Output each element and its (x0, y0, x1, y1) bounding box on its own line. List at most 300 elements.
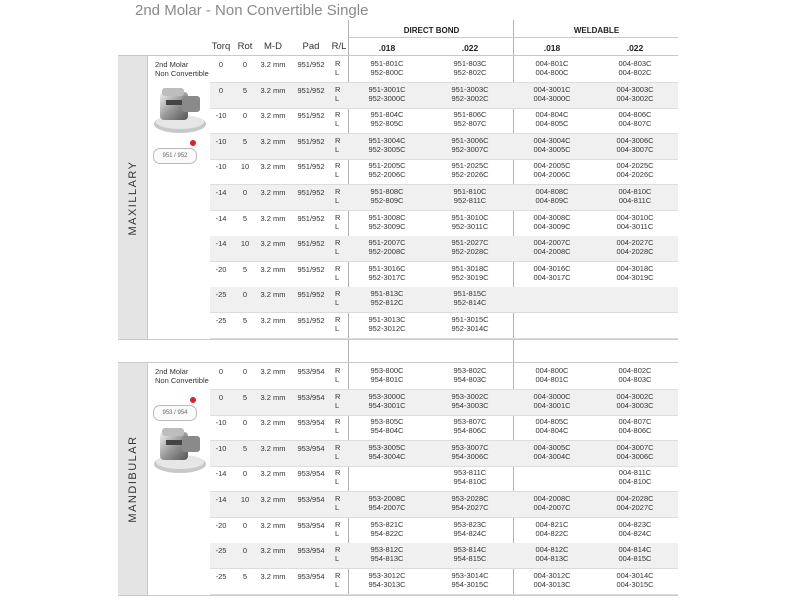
w018-codes (522, 110, 582, 128)
part-number: 953-811C (453, 468, 487, 478)
maxillary-label-bar (118, 56, 148, 339)
slot-header-weld-018: .018 (543, 43, 561, 53)
part-number: 004-3010C (616, 212, 654, 222)
w022-codes (605, 264, 665, 282)
part-number: 951-2005C (368, 161, 406, 171)
slot-header-direct-022: .022 (461, 43, 479, 53)
mandibular-weld-row (515, 441, 678, 466)
rl-r: R (335, 187, 341, 196)
part-number: 954-813C (370, 554, 404, 564)
part-number: 952-3000C (368, 93, 406, 103)
rot-value: 0 (242, 469, 248, 479)
maxillary-weld-row (515, 159, 678, 184)
w022-codes (605, 161, 665, 179)
maxillary-label: MAXILLARY (126, 159, 139, 236)
part-number: 952-805C (370, 119, 404, 129)
rot-value: 5 (242, 85, 248, 95)
md-value: 3.2 mm (260, 136, 286, 146)
rot-value: 5 (242, 571, 248, 581)
part-number: 004-2026C (616, 170, 654, 180)
col-header-rot: Rot (237, 41, 253, 52)
rl-r: R (335, 59, 341, 68)
d018-codes (357, 187, 417, 205)
part-number: 004-802C (618, 366, 652, 375)
torq-value: 0 (218, 367, 224, 376)
rl-value (335, 213, 340, 231)
rl-r: R (335, 494, 341, 503)
rl-l: L (335, 119, 340, 129)
maxillary-pad-badge: 951 / 952 (153, 148, 197, 164)
maxillary-name (155, 60, 209, 78)
md-value: 3.2 mm (260, 188, 286, 197)
w018-codes (522, 59, 582, 77)
part-number: 004-811C (618, 468, 652, 478)
part-number: 004-3002C (616, 391, 654, 401)
part-number: 004-3006C (616, 135, 654, 145)
md-value: 3.2 mm (260, 392, 286, 402)
rl-l: L (335, 426, 340, 436)
d018-codes (357, 545, 417, 563)
part-number: 951-3018C (451, 263, 489, 273)
pad-value: 951/952 (297, 188, 325, 197)
torq-value: -10 (215, 136, 227, 146)
mandibular-weld-row (515, 390, 678, 415)
d022-codes (440, 238, 500, 256)
pad-value: 953/954 (297, 443, 325, 453)
part-number: 954-810C (453, 477, 487, 487)
pad-value: 953/954 (297, 546, 325, 556)
w022-codes (605, 136, 665, 154)
rl-r: R (335, 519, 341, 529)
part-number: 952-809C (370, 196, 404, 205)
part-number: 004-806C (618, 110, 652, 120)
maxillary-row (210, 236, 515, 261)
maxillary-row (210, 57, 515, 82)
part-number: 952-2026C (451, 170, 489, 180)
part-number: 004-2007C (533, 503, 571, 512)
pad-value: 953/954 (297, 571, 325, 581)
part-number: 004-810C (618, 187, 652, 196)
table-rule-2 (118, 339, 678, 340)
rl-r: R (335, 417, 341, 427)
pad-value: 953/954 (297, 469, 325, 479)
w018-codes (522, 264, 582, 282)
maxillary-weld-row (515, 313, 678, 338)
col-header-torq: Torq (211, 41, 231, 52)
rl-value (335, 161, 340, 179)
w018-codes (522, 213, 582, 231)
part-number: 004-2027C (616, 238, 654, 248)
part-number: 951-3004C (368, 135, 406, 145)
rl-r: R (335, 263, 341, 273)
part-number: 952-3002C (451, 93, 489, 103)
rl-l: L (335, 579, 340, 589)
part-number: 951-3015C (451, 315, 489, 324)
maxillary-weld-row (515, 57, 678, 82)
rl-r: R (335, 442, 341, 452)
part-number: 004-804C (535, 426, 569, 436)
part-number: 954-824C (453, 528, 487, 538)
rot-value: 0 (242, 418, 248, 428)
rl-l: L (335, 144, 340, 154)
mandibular-label-bar (118, 363, 148, 595)
part-number: 004-808C (535, 187, 569, 196)
maxillary-row (210, 313, 515, 338)
part-number: 953-805C (370, 417, 404, 427)
part-number: 004-3005C (533, 442, 571, 452)
d018-codes (357, 213, 417, 231)
part-number: 004-3015C (616, 579, 654, 589)
part-number: 004-811C (618, 196, 652, 205)
part-number: 954-3006C (451, 451, 489, 461)
rl-value (335, 264, 340, 282)
table-rule-1 (118, 55, 678, 56)
rot-value: 0 (242, 290, 248, 300)
w022-codes (605, 494, 665, 512)
part-number: 004-3001C (533, 84, 571, 94)
pad-value: 953/954 (297, 495, 325, 504)
torq-value: 0 (218, 85, 224, 95)
torq-value: -10 (215, 111, 227, 121)
rot-value: 5 (242, 392, 248, 402)
pad-value: 951/952 (297, 162, 325, 172)
rl-l: L (335, 400, 340, 410)
maxillary-name-line1: 2nd Molar (155, 60, 189, 69)
w022-codes (605, 443, 665, 461)
maxillary-weld-row (515, 134, 678, 159)
maxillary-row (210, 159, 515, 184)
part-number: 954-3003C (451, 400, 489, 410)
d018-codes (357, 392, 417, 410)
d022-codes (440, 59, 500, 77)
part-number: 004-3006C (616, 451, 654, 461)
part-number: 951-3010C (451, 212, 489, 222)
table-rule-3 (118, 362, 678, 363)
part-number: 952-807C (453, 119, 487, 129)
rl-value (335, 417, 340, 435)
part-number: 952-3012C (368, 324, 406, 333)
md-value: 3.2 mm (260, 546, 286, 556)
rl-r: R (335, 315, 341, 324)
part-number: 004-815C (618, 554, 652, 564)
part-number: 954-3013C (368, 579, 406, 589)
part-number: 004-813C (535, 554, 569, 564)
md-value: 3.2 mm (260, 520, 286, 530)
rot-value: 5 (242, 213, 248, 223)
maxillary-badge-dot (190, 140, 196, 146)
rl-r: R (335, 570, 341, 580)
part-number: 954-3001C (368, 400, 406, 410)
rot-value: 5 (242, 443, 248, 453)
rl-l: L (335, 272, 340, 282)
torq-value: -25 (215, 571, 227, 581)
mandibular-weld-row (515, 466, 678, 491)
pad-value: 951/952 (297, 60, 325, 69)
w022-codes (605, 366, 665, 384)
md-value: 3.2 mm (260, 60, 286, 69)
table-rule-0 (348, 37, 678, 38)
w022-codes (605, 187, 665, 205)
part-number: 004-800C (535, 366, 569, 375)
part-number: 004-2025C (616, 161, 654, 171)
maxillary-weld-row (515, 185, 678, 210)
part-number: 004-3017C (533, 272, 571, 282)
rl-l: L (335, 477, 340, 487)
w018-codes (522, 392, 582, 410)
part-number: 951-3016C (368, 263, 406, 273)
w022-codes (605, 392, 665, 410)
part-number: 952-3014C (451, 324, 489, 333)
part-number: 953-3007C (451, 442, 489, 452)
rl-r: R (335, 84, 341, 94)
part-number: 004-3009C (533, 221, 571, 231)
part-number: 954-2027C (451, 503, 489, 512)
part-number: 954-801C (370, 375, 404, 384)
mandibular-row (210, 466, 515, 491)
maxillary-row (210, 287, 515, 312)
rot-value: 0 (242, 60, 248, 69)
mandibular-weld-row (515, 569, 678, 594)
rl-l: L (335, 554, 340, 564)
md-value: 3.2 mm (260, 162, 286, 172)
part-number: 954-2007C (368, 503, 406, 512)
pad-value: 953/954 (297, 520, 325, 530)
rl-r: R (335, 545, 341, 555)
mandibular-weld-row (515, 543, 678, 568)
d022-codes (440, 110, 500, 128)
maxillary-row (210, 134, 515, 159)
d018-codes (357, 136, 417, 154)
pad-value: 951/952 (297, 290, 325, 300)
mandibular-row-rule (210, 594, 678, 595)
d022-codes (440, 417, 500, 435)
part-number: 952-811C (453, 196, 487, 205)
maxillary-row (210, 185, 515, 210)
md-value: 3.2 mm (260, 316, 286, 325)
part-number: 953-3005C (368, 442, 406, 452)
d018-codes (357, 161, 417, 179)
rl-l: L (335, 196, 340, 205)
d022-codes (440, 136, 500, 154)
d022-codes (440, 213, 500, 231)
d022-codes (440, 443, 500, 461)
md-value: 3.2 mm (260, 264, 286, 274)
part-number: 953-812C (370, 545, 404, 555)
torq-value: -14 (215, 188, 227, 197)
part-number: 004-3008C (533, 212, 571, 222)
part-number: 004-812C (535, 545, 569, 555)
rl-value (335, 392, 340, 410)
rl-l: L (335, 93, 340, 103)
part-number: 951-803C (453, 59, 487, 68)
part-number: 952-3017C (368, 272, 406, 282)
part-number: 004-2005C (533, 161, 571, 171)
rl-value (335, 187, 340, 205)
maxillary-row (210, 262, 515, 287)
rot-value: 10 (240, 239, 250, 249)
part-number: 952-3011C (451, 221, 489, 231)
d018-codes (357, 264, 417, 282)
part-number: 004-3002C (616, 93, 654, 103)
part-number: 004-805C (535, 417, 569, 427)
d018-codes (357, 289, 417, 307)
part-number: 004-821C (535, 519, 569, 529)
d018-codes (357, 315, 417, 333)
part-number: 951-3001C (368, 84, 406, 94)
part-number: 004-814C (618, 545, 652, 555)
pad-value: 951/952 (297, 316, 325, 325)
d022-codes (440, 571, 500, 589)
rl-l: L (335, 68, 340, 77)
w018-codes (522, 161, 582, 179)
maxillary-bracket-image (152, 80, 208, 136)
maxillary-weld-row (515, 108, 678, 133)
part-number: 004-3014C (616, 570, 654, 580)
part-number: 951-2025C (451, 161, 489, 171)
rl-value (335, 443, 340, 461)
mandibular-row (210, 543, 515, 568)
rot-value: 0 (242, 520, 248, 530)
d022-codes (440, 85, 500, 103)
part-number: 952-814C (453, 298, 487, 308)
col-header-pad: Pad (302, 41, 320, 52)
part-number: 952-3009C (368, 221, 406, 231)
md-value: 3.2 mm (260, 495, 286, 504)
mandibular-name-line1: 2nd Molar (155, 367, 189, 376)
part-number: 951-2007C (368, 238, 406, 248)
mandibular-badge-dot (190, 397, 196, 403)
part-number: 953-3014C (451, 570, 489, 580)
part-number: 952-3007C (451, 144, 489, 154)
part-number: 004-807C (618, 119, 652, 129)
part-number: 004-809C (535, 196, 569, 205)
w018-codes (522, 85, 582, 103)
torq-value: -20 (215, 520, 227, 530)
part-number: 951-2027C (451, 238, 489, 248)
maxillary-weld-row (515, 236, 678, 261)
part-number: 951-3003C (451, 84, 489, 94)
w022-codes (605, 238, 665, 256)
part-number: 004-3004C (533, 451, 571, 461)
maxillary-row (210, 108, 515, 133)
rot-value: 5 (242, 136, 248, 146)
mandibular-weld-row (515, 518, 678, 543)
part-number: 004-804C (535, 110, 569, 120)
part-number: 004-803C (618, 59, 652, 68)
rl-l: L (335, 247, 340, 257)
page-title: 2nd Molar - Non Convertible Single (135, 2, 369, 19)
rl-value (335, 571, 340, 589)
torq-value: 0 (218, 392, 224, 402)
mandibular-name (155, 367, 209, 385)
torq-value: -20 (215, 264, 227, 274)
mandibular-label: MANDIBULAR (126, 435, 139, 523)
part-number: 951-804C (370, 110, 404, 120)
part-number: 004-2007C (533, 238, 571, 248)
maxillary-row-rule (210, 338, 678, 339)
d022-codes (440, 264, 500, 282)
rl-value (335, 545, 340, 563)
part-number: 951-808C (370, 187, 404, 196)
maxillary-weld-row (515, 83, 678, 108)
w018-codes (522, 238, 582, 256)
rl-r: R (335, 212, 341, 222)
w018-codes (522, 366, 582, 384)
maxillary-row (210, 83, 515, 108)
pad-value: 951/952 (297, 136, 325, 146)
mandibular-weld-row (515, 492, 678, 517)
part-number: 952-2028C (451, 247, 489, 257)
mandibular-name-line2: Non Convertible (155, 376, 209, 385)
part-number: 004-3000C (533, 391, 571, 401)
part-number: 004-2008C (533, 247, 571, 257)
md-value: 3.2 mm (260, 367, 286, 376)
part-number: 004-3001C (533, 400, 571, 410)
rot-value: 0 (242, 546, 248, 556)
pad-value: 951/952 (297, 213, 325, 223)
rl-value (335, 238, 340, 256)
rl-l: L (335, 375, 340, 384)
w018-codes (522, 520, 582, 538)
w018-codes (522, 571, 582, 589)
w022-codes (605, 545, 665, 563)
part-number: 954-3015C (451, 579, 489, 589)
rl-r: R (335, 468, 341, 478)
part-number: 953-814C (453, 545, 487, 555)
w018-codes (522, 187, 582, 205)
pad-value: 951/952 (297, 264, 325, 274)
d022-codes (440, 494, 500, 512)
mandibular-row (210, 415, 515, 440)
part-number: 951-815C (453, 289, 487, 299)
rot-value: 0 (242, 367, 248, 376)
rl-l: L (335, 528, 340, 538)
torq-value: -25 (215, 290, 227, 300)
rot-value: 0 (242, 111, 248, 121)
part-number: 004-822C (535, 528, 569, 538)
md-value: 3.2 mm (260, 469, 286, 479)
w018-codes (522, 494, 582, 512)
part-number: 953-3012C (368, 570, 406, 580)
mandibular-weld-row (515, 364, 678, 389)
torq-value: -14 (215, 469, 227, 479)
rl-r: R (335, 289, 341, 299)
mandibular-row (210, 364, 515, 389)
part-number: 952-3019C (451, 272, 489, 282)
maxillary-row (210, 211, 515, 236)
part-number: 951-801C (370, 59, 404, 68)
rot-value: 10 (240, 162, 250, 172)
part-number: 004-801C (535, 59, 569, 68)
d018-codes (357, 520, 417, 538)
d022-codes (440, 392, 500, 410)
rl-r: R (335, 238, 341, 248)
part-number: 004-2006C (533, 170, 571, 180)
d018-codes (357, 366, 417, 384)
part-number: 004-3003C (616, 84, 654, 94)
part-number: 004-3007C (616, 442, 654, 452)
part-number: 004-801C (535, 375, 569, 384)
slot-header-direct-018: .018 (378, 43, 396, 53)
w018-codes (522, 545, 582, 563)
d022-codes (440, 520, 500, 538)
part-number: 004-3013C (533, 579, 571, 589)
mandibular-row (210, 569, 515, 594)
part-number: 954-804C (370, 426, 404, 436)
d018-codes (357, 59, 417, 77)
part-number: 951-813C (370, 289, 404, 299)
rl-value (335, 520, 340, 538)
